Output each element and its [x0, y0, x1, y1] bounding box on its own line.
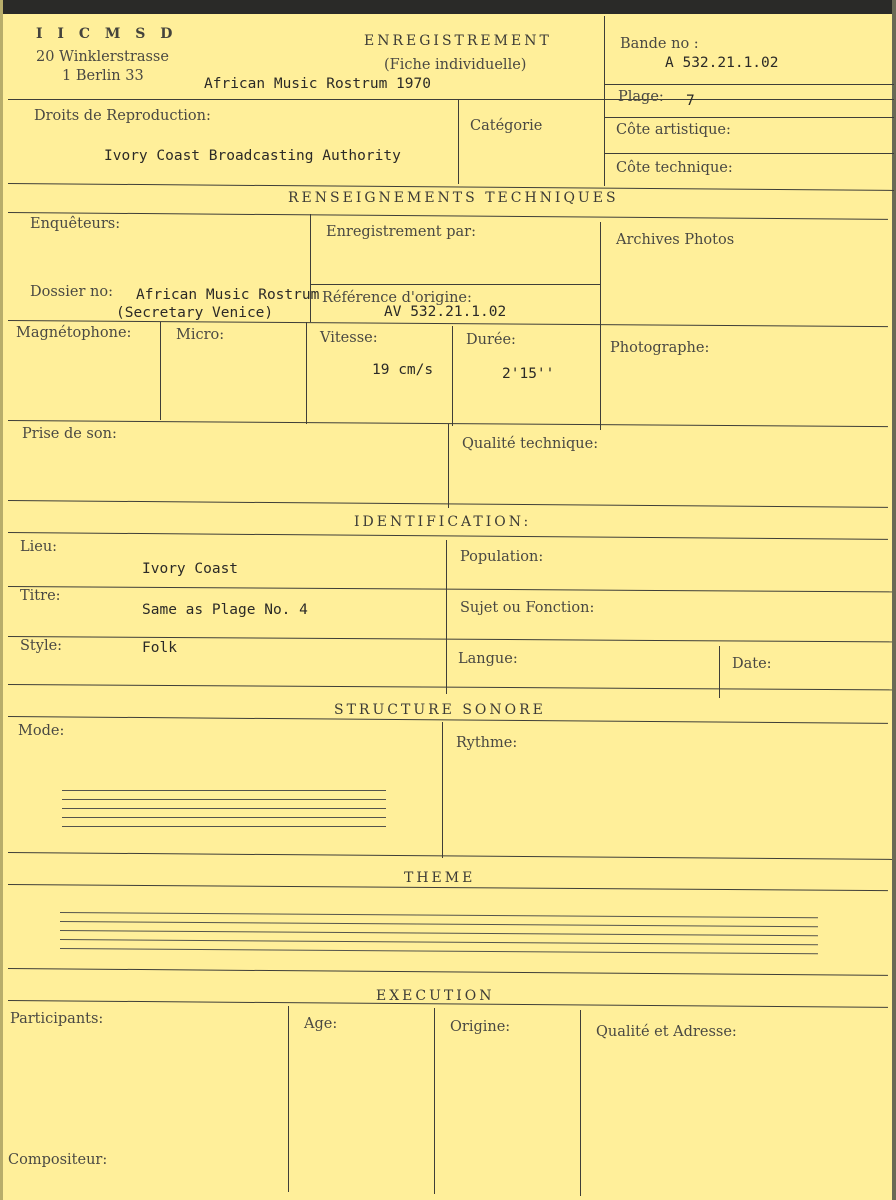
- titre-value: Same as Plage No. 4: [142, 602, 308, 618]
- droits-label: Droits de Reproduction:: [34, 108, 211, 124]
- address-line2: 1 Berlin 33: [62, 68, 144, 84]
- reference-label: Référence d'origine:: [322, 290, 472, 306]
- institute-logo: I I C M S D: [36, 26, 178, 42]
- style-label: Style:: [20, 638, 63, 654]
- enregistrement-par-label: Enregistrement par:: [326, 224, 476, 240]
- dossier-value-secretary: (Secretary Venice): [116, 305, 274, 321]
- sujet-label: Sujet ou Fonction:: [460, 600, 595, 616]
- qualite-technique-label: Qualité technique:: [462, 436, 599, 452]
- qualite-adresse-label: Qualité et Adresse:: [596, 1024, 737, 1040]
- micro-label: Micro:: [176, 327, 225, 343]
- plage-label: Plage:: [618, 89, 664, 105]
- scan-top-edge: [0, 0, 896, 14]
- mode-label: Mode:: [18, 723, 65, 739]
- duree-label: Durée:: [466, 332, 516, 348]
- prise-de-son-label: Prise de son:: [22, 426, 117, 442]
- lieu-label: Lieu:: [20, 539, 58, 555]
- titre-label: Titre:: [20, 588, 61, 604]
- section-identification: IDENTIFICATION:: [354, 514, 532, 530]
- form-subtitle: (Fiche individuelle): [384, 57, 527, 73]
- origine-label: Origine:: [450, 1019, 511, 1035]
- scan-right-edge: [892, 0, 896, 1200]
- bande-label: Bande no :: [620, 36, 699, 52]
- date-label: Date:: [732, 656, 772, 672]
- reference-value: AV 532.21.1.02: [384, 304, 507, 320]
- duree-value: 2'15'': [502, 366, 555, 382]
- magnetophone-label: Magnétophone:: [16, 325, 132, 341]
- plage-value: 7: [686, 93, 695, 109]
- scan-left-edge: [0, 0, 3, 1200]
- cote-technique-label: Côte technique:: [616, 160, 733, 176]
- section-execution: EXECUTION: [376, 988, 495, 1004]
- section-renseignements: RENSEIGNEMENTS TECHNIQUES: [288, 190, 619, 206]
- style-value: Folk: [142, 640, 177, 656]
- dossier-label: Dossier no:: [30, 284, 113, 300]
- participants-label: Participants:: [10, 1011, 104, 1027]
- vitesse-value: 19 cm/s: [372, 362, 434, 378]
- droits-value: Ivory Coast Broadcasting Authority: [104, 148, 401, 164]
- bande-value: A 532.21.1.02: [665, 55, 779, 71]
- vitesse-label: Vitesse:: [320, 330, 378, 346]
- section-structure-sonore: STRUCTURE SONORE: [334, 702, 546, 718]
- dossier-value: African Music Rostrum: [136, 287, 320, 303]
- rythme-label: Rythme:: [456, 735, 518, 751]
- form-title: ENREGISTREMENT: [364, 33, 552, 49]
- event-name: African Music Rostrum 1970: [204, 76, 431, 92]
- lieu-value: Ivory Coast: [142, 561, 239, 577]
- compositeur-label: Compositeur:: [8, 1152, 108, 1168]
- age-label: Age:: [304, 1016, 338, 1032]
- section-theme: THEME: [404, 870, 476, 886]
- population-label: Population:: [460, 549, 544, 565]
- enqueteurs-label: Enquêteurs:: [30, 216, 121, 232]
- cote-artistique-label: Côte artistique:: [616, 122, 731, 138]
- address-line1: 20 Winklerstrasse: [36, 49, 169, 65]
- langue-label: Langue:: [458, 651, 518, 667]
- photographe-label: Photographe:: [610, 340, 710, 356]
- categorie-label: Catégorie: [470, 118, 543, 134]
- archives-photos-label: Archives Photos: [616, 232, 735, 248]
